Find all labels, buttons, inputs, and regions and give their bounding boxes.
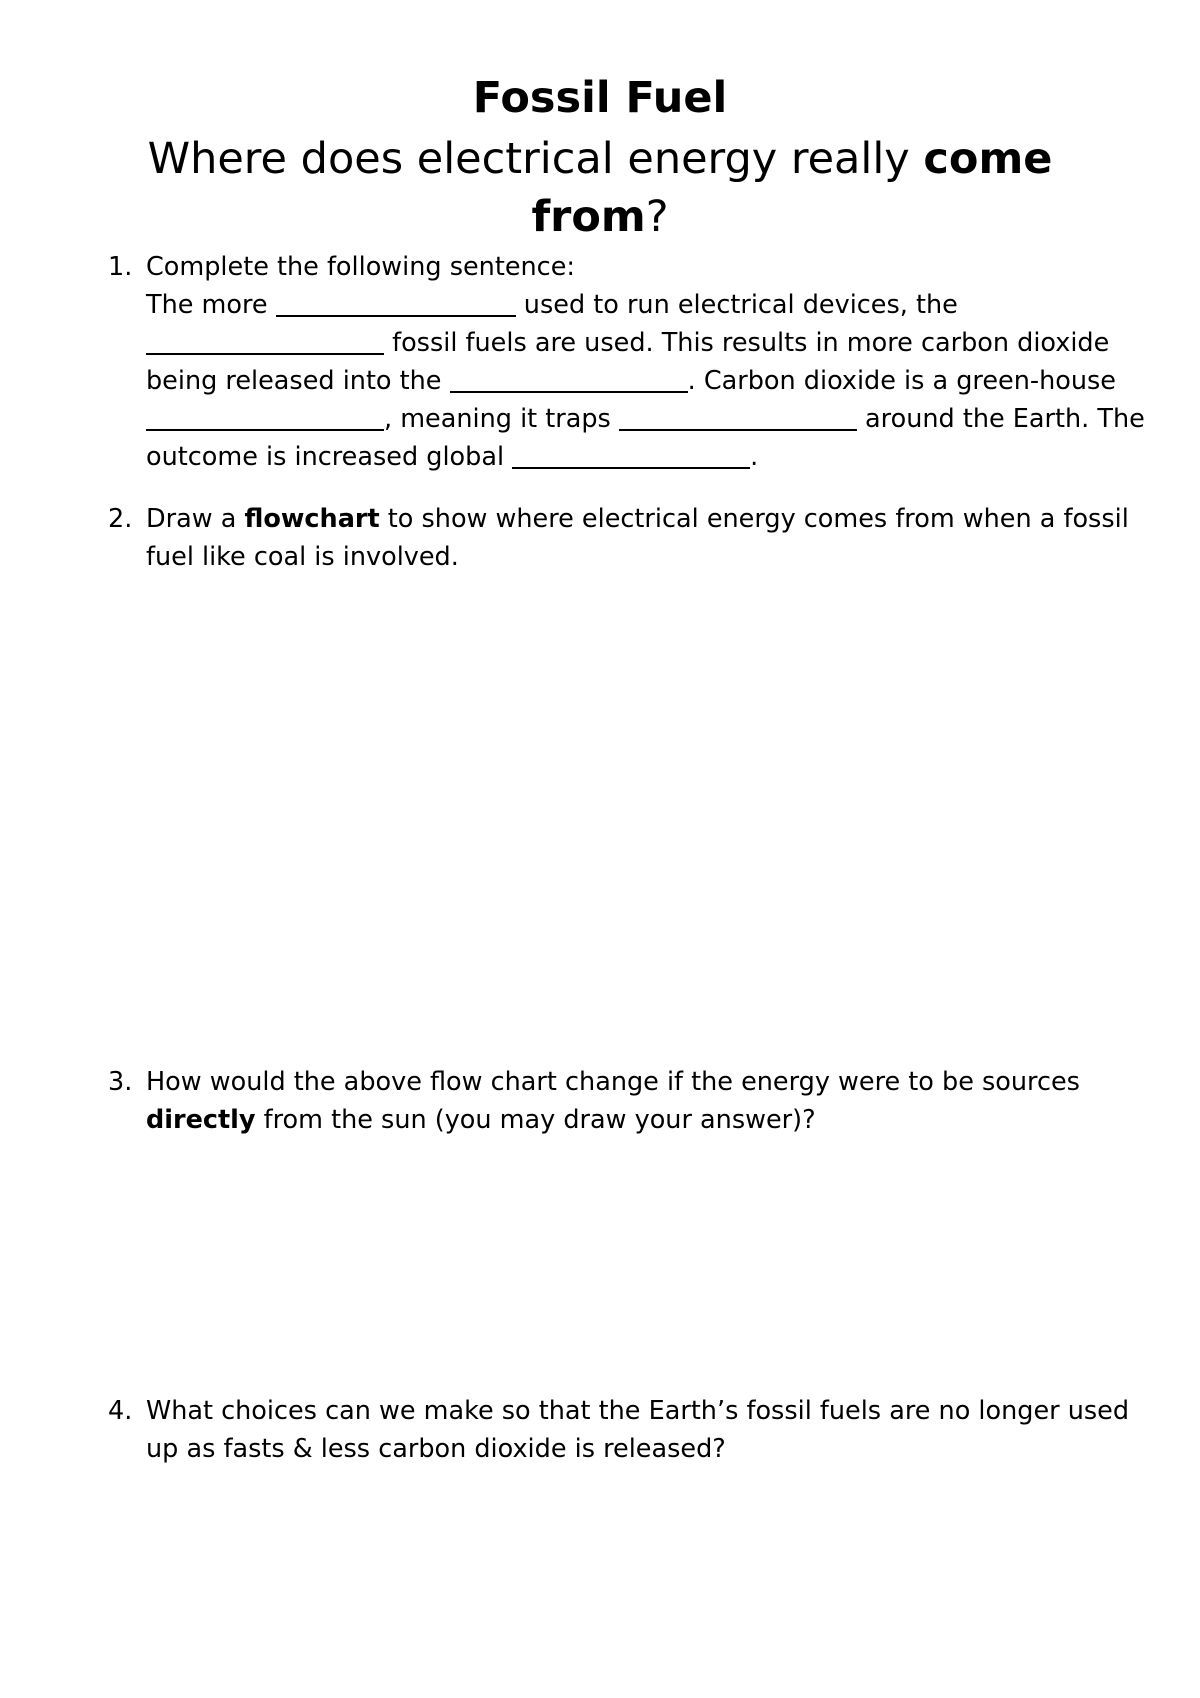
subtitle-text: Where does electrical energy really bbox=[147, 134, 924, 184]
fill-blank-6[interactable] bbox=[512, 441, 750, 469]
question-2-number: 2. bbox=[108, 504, 133, 534]
question-1-body bbox=[146, 248, 1168, 476]
question-3-text-pre: How would the above flow chart change if the energy were to be sources bbox=[146, 1067, 1080, 1097]
question-3-answer-area[interactable] bbox=[108, 1145, 1168, 1375]
question-3-body bbox=[146, 1063, 1168, 1139]
question-2-body bbox=[146, 500, 1168, 576]
sentence-part-6: around the Earth. The outcome is increased global bbox=[146, 404, 1145, 472]
question-4-body: What choices can we make so that the Earth’s fossil fuels are no longer used up as fasts & less carbon dioxide is released? bbox=[146, 1396, 1130, 1464]
sentence-part-1: The more bbox=[146, 290, 276, 320]
question-3-bold: directly bbox=[146, 1105, 256, 1135]
sentence-part-4: . Carbon dioxide is a green-house bbox=[687, 366, 1116, 396]
question-4-answer-area[interactable] bbox=[108, 1474, 1168, 1664]
question-1-number: 1. bbox=[108, 252, 133, 282]
question-3-number: 3. bbox=[108, 1067, 133, 1097]
question-1-sentence bbox=[146, 286, 1168, 476]
question-4 bbox=[108, 1392, 1168, 1468]
sentence-part-2: used to run electrical devices, the bbox=[515, 290, 958, 320]
fill-blank-2[interactable] bbox=[146, 327, 384, 355]
subtitle-end: ? bbox=[645, 192, 669, 242]
question-2-answer-area[interactable] bbox=[108, 580, 1168, 1050]
question-2-bold: flowchart bbox=[244, 504, 380, 534]
fill-blank-1[interactable] bbox=[276, 289, 516, 317]
fill-blank-4[interactable] bbox=[146, 403, 384, 431]
fill-blank-3[interactable] bbox=[450, 365, 688, 393]
question-1-prompt: Complete the following sentence: bbox=[146, 252, 575, 282]
sentence-part-5: , meaning it traps bbox=[384, 404, 619, 434]
page-subtitle bbox=[120, 130, 1080, 246]
sentence-part-7: . bbox=[750, 442, 759, 472]
question-1 bbox=[108, 248, 1168, 476]
question-2-text-pre: Draw a bbox=[146, 504, 245, 534]
question-2 bbox=[108, 500, 1168, 576]
subtitle-bold-text: come from bbox=[531, 134, 1053, 242]
question-4-number: 4. bbox=[108, 1396, 133, 1426]
sentence-part-3: fossil fuels are used. This results in more carbon dioxide being released into the bbox=[146, 328, 1110, 396]
question-3 bbox=[108, 1063, 1168, 1139]
page-title: Fossil Fuel bbox=[472, 73, 728, 123]
question-3-text-post: from the sun (you may draw your answer)? bbox=[255, 1105, 816, 1135]
question-2-text-post: to show where electrical energy comes from when a fossil fuel like coal is involved. bbox=[146, 504, 1129, 572]
fill-blank-5[interactable] bbox=[619, 403, 857, 431]
